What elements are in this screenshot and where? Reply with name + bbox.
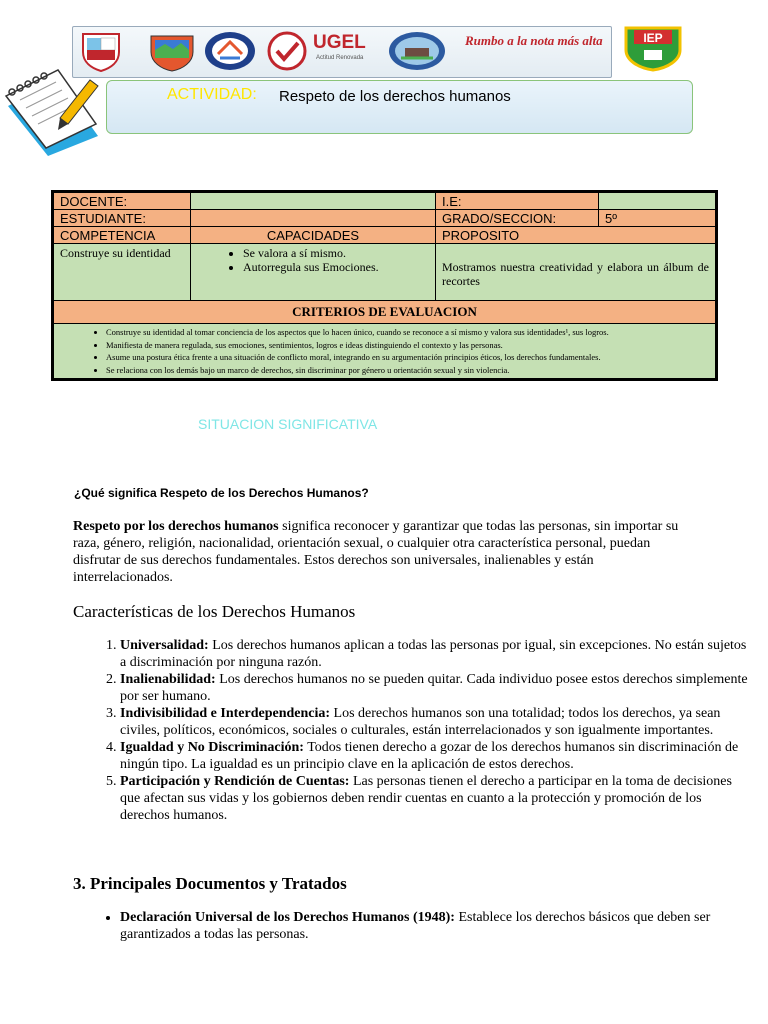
characteristic-term: Inalienabilidad:	[120, 672, 216, 687]
characteristic-item	[120, 773, 750, 824]
characteristic-term: Participación y Rendición de Cuentas:	[120, 774, 350, 789]
characteristic-text: Los derechos humanos aplican a todas las personas por igual, sin excepciones. No están sujetos a discriminación por ninguna razón.	[120, 638, 747, 670]
characteristic-item	[120, 705, 750, 739]
characteristic-item	[120, 739, 750, 773]
competencia-value: Construye su identidad	[54, 244, 191, 301]
characteristic-term: Igualdad y No Discriminación:	[120, 740, 304, 755]
criterios-title: CRITERIOS DE EVALUACION	[54, 301, 716, 324]
intro-paragraph	[73, 518, 693, 586]
intro-bold: Respeto por los derechos humanos	[73, 519, 279, 534]
document-item	[120, 909, 750, 943]
characteristic-item	[120, 671, 750, 705]
document-term: Declaración Universal de los Derechos Humanos (1948):	[120, 910, 455, 925]
proposito-value: Mostramos nuestra creatividad y elabora un álbum de recortes	[442, 260, 709, 288]
characteristic-item	[120, 637, 750, 671]
capacidades-cell	[191, 244, 436, 301]
estudiante-value	[191, 210, 436, 227]
activity-label: ACTIVIDAD:	[167, 86, 257, 103]
grado-value: 5º	[599, 210, 716, 227]
document-text: Establece los derechos básicos que deben ser garantizados a todas las personas.	[120, 910, 711, 942]
activity-title: Respeto de los derechos humanos	[279, 88, 511, 105]
intro-text: significa reconocer y garantizar que todas las personas, sin importar su raza, género, religión, nacionalidad, orientación sexual, o cualquier otra característica personal, puedan disfrutar de sus derechos fundamentales. Estos derechos son universales, inalienables y están interrelacionados.	[73, 519, 679, 585]
proposito-label: PROPOSITO	[436, 227, 716, 244]
docente-value	[191, 193, 436, 210]
iep-label: IEP	[643, 31, 663, 45]
documents-title: 3. Principales Documentos y Tratados	[73, 874, 347, 893]
question-heading: ¿Qué significa Respeto de los Derechos Humanos?	[74, 486, 369, 500]
characteristics-list	[73, 637, 750, 824]
dre-circle-logo	[203, 30, 257, 72]
characteristic-text: Los derechos humanos no se pueden quitar. Cada individuo posee estos derechos simplemente por ser humano.	[120, 672, 748, 704]
characteristic-term: Indivisibilidad e Interdependencia:	[120, 706, 331, 721]
characteristic-term: Universalidad:	[120, 638, 209, 653]
header-banner	[72, 26, 612, 78]
criterio-item: • Se relaciona con los demás bajo un marco de derechos, sin discriminar por género u orientación sexual y sin violencia.	[106, 364, 709, 377]
criterio-item: • Asume una postura ética frente a una situación de conflicto moral, integrando en su argumentación principios éticos, los derechos fundamentales.	[106, 351, 709, 364]
grado-label: GRADO/SECCION:	[436, 210, 599, 227]
proposito-cell	[436, 244, 716, 301]
characteristic-text: Las personas tienen el derecho a participar en la toma de decisiones que afectan sus vidas y los gobiernos deben rendir cuentas en cuanto a la protección y promoción de los derechos humanos.	[120, 774, 732, 823]
characteristics-title: Características de los Derechos Humanos	[73, 602, 356, 621]
ie-value	[599, 193, 716, 210]
ie-label: I.E:	[436, 193, 599, 210]
characteristic-text: Todos tienen derecho a gozar de los derechos humanos sin discriminación de ningún tipo. La igualdad es un principio clave en la aplicación de estos derechos.	[120, 740, 739, 772]
ugel-subtitle: Actitud Renovada	[316, 55, 364, 61]
capacidad-item: • Autorregula sus Emociones.	[243, 260, 429, 274]
activity-box	[106, 80, 693, 134]
criterio-item: • Construye su identidad al tomar conciencia de los aspectos que lo hacen único, cuando se reconoce a sí mismo y valora sus identidades¹, sus logros.	[106, 326, 709, 339]
iep-school-logo	[622, 22, 684, 72]
institution-emblem-logo	[387, 30, 447, 72]
competencia-label: COMPETENCIA	[54, 227, 191, 244]
docente-label: DOCENTE:	[54, 193, 191, 210]
capacidades-label: CAPACIDADES	[191, 227, 436, 244]
slogan: Rumbo a la nota más alta	[465, 33, 603, 48]
documents-list	[73, 909, 750, 943]
situacion-heading: SITUACION SIGNIFICATIVA	[198, 416, 378, 432]
activity-info-table	[51, 190, 718, 381]
check-logo	[265, 30, 309, 72]
criterio-item: • Manifiesta de manera regulada, sus emociones, sentimientos, logros e ideas distinguiendo el contexto y las personas.	[106, 339, 709, 352]
ugel-title: UGEL	[313, 32, 366, 53]
capacidad-item: • Se valora a sí mismo.	[243, 246, 429, 260]
criterios-cell	[54, 324, 716, 379]
characteristic-text: Los derechos humanos son una totalidad; todos los derechos, ya sean civiles, políticos, económicos, sociales o culturales, están interrelacionados y son igualmente importantes.	[120, 706, 721, 738]
regional-shield-logo	[147, 30, 197, 72]
notepad-pencil-icon	[2, 66, 106, 158]
estudiante-label: ESTUDIANTE:	[54, 210, 191, 227]
